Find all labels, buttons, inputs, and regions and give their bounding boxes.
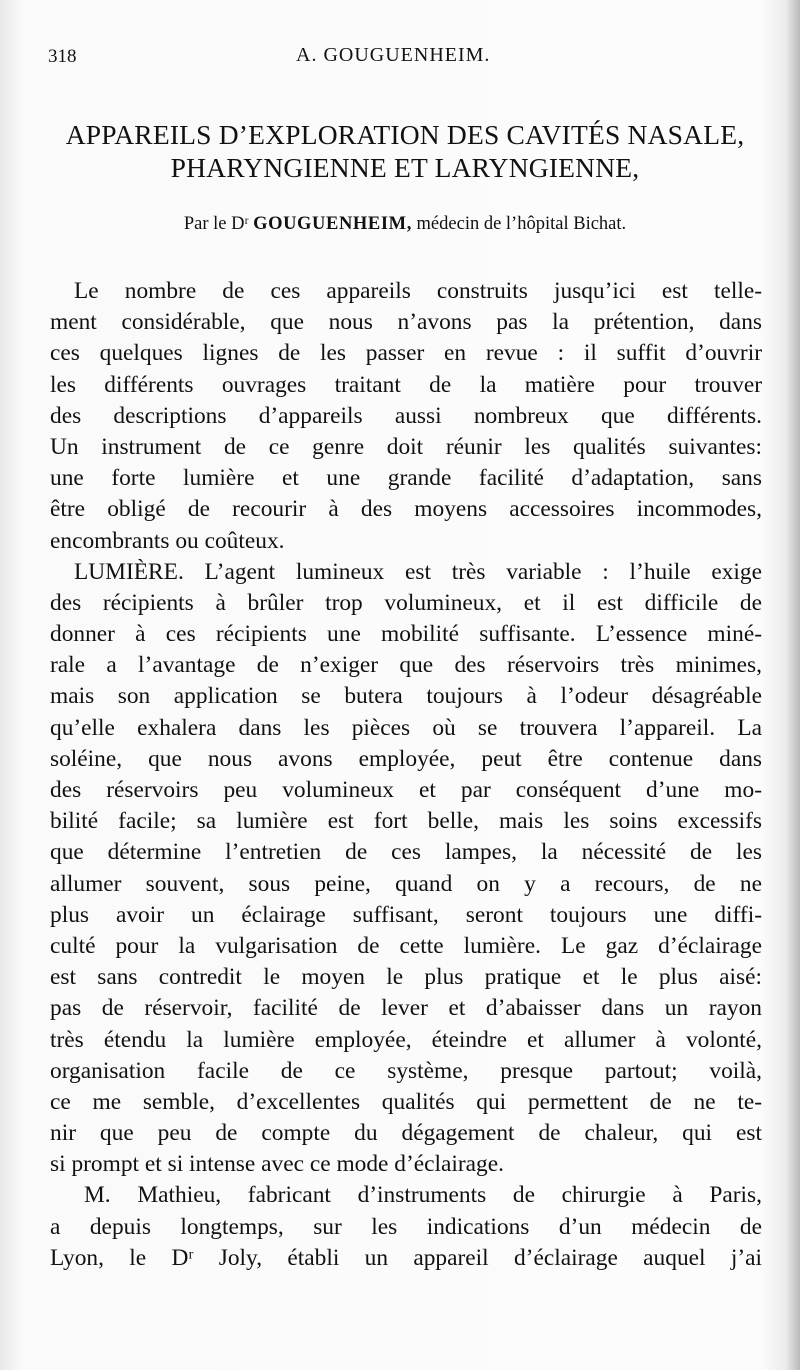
text-line: ce me semble, d’excellentes qualités qui permettent de ne te- [50,1088,762,1115]
text-line: allumer souvent, sous peine, quand on y a recours, de ne [50,870,762,897]
text-line: être obligé de recourir à des moyens accessoires incommodes, [50,496,762,523]
text-line: mais son application se butera toujours à l’odeur désagréable [50,683,762,710]
text-line: est sans contredit le moyen le plus pratique et le plus aisé: [50,964,762,991]
byline [40,214,770,235]
body-text [50,276,762,1274]
text-line: une forte lumière et une grande facilité d’adaptation, sans [50,465,762,492]
byline-author: GOUGUENHEIM, [253,214,412,234]
text-line: plus avoir un éclairage suffisant, seront toujours une diffi- [50,901,762,928]
running-head: A. GOUGUENHEIM. [296,44,491,66]
text-line: ces quelques lignes de les passer en revue : il suffit d’ouvrir [50,340,762,367]
text-line: Le nombre de ces appareils construits jusqu’ici est telle- [74,278,762,304]
text-line: les différents ouvrages traitant de la matière pour trouver [50,371,762,398]
text-line: soléine, que nous avons employée, peut être contenue dans [50,745,762,772]
text-line: nir que peu de compte du dégagement de chaleur, qui est [50,1120,762,1147]
byline-affiliation: médecin de l’hôpital Bichat. [416,214,627,234]
text-line: Lyon, le Dʳ Joly, établi un appareil d’éclairage auquel j’ai [50,1244,762,1271]
text-line: organisation facile de ce système, presque partout; voilà, [50,1057,762,1084]
page-edge-shadow [786,0,800,1370]
text-line: donner à ces récipients une mobilité suffisante. L’essence miné- [50,621,762,648]
text-line: des descriptions d’appareils aussi nombreux que différents. [50,402,762,429]
text-line: ment considérable, que nous n’avons pas la prétention, dans [50,309,762,336]
text-line: culté pour la vulgarisation de cette lumière. Le gaz d’éclairage [50,932,762,959]
text-line: M. Mathieu, fabricant d’instruments de chirurgie à Paris, [84,1182,762,1209]
title-line-1: APPAREILS D’EXPLORATION DES CAVITÉS NASALE, [65,119,745,150]
text-line: des récipients à brûler trop volumineux, et il est difficile de [50,589,762,616]
text-line: pas de réservoir, facilité de lever et d’abaisser dans un rayon [50,995,762,1022]
text-line: bilité facile; sa lumière est fort belle, mais les soins excessifs [50,808,762,835]
text-line: très étendu la lumière employée, éteindre et allumer à volonté, [50,1026,762,1053]
page-number: 318 [48,46,77,67]
article-title [40,118,770,184]
page-header [46,44,746,76]
text-line: rale a l’avantage de n’exiger que des réservoirs très minimes, [50,652,762,679]
text-line: a depuis longtemps, sur les indications d’un médecin de [50,1213,762,1240]
text-line: que détermine l’entretien de ces lampes, la nécessité de les [50,839,762,866]
byline-prefix: Par le Dʳ [183,214,249,234]
title-line-2: PHARYNGIENNE ET LARYNGIENNE, [170,152,640,183]
text-line: Un instrument de ce genre doit réunir les qualités suivantes: [50,433,762,460]
text-line: encombrants ou coûteux. [50,527,285,554]
text-line: qu’elle exhalera dans les pièces où se trouvera l’appareil. La [50,714,762,741]
text-line: LUMIÈRE. L’agent lumineux est très variable : l’huile exige [74,558,762,585]
text-line: si prompt et si intense avec ce mode d’éclairage. [50,1151,504,1178]
text-line: des réservoirs peu volumineux et par conséquent d’une mo- [50,777,762,803]
